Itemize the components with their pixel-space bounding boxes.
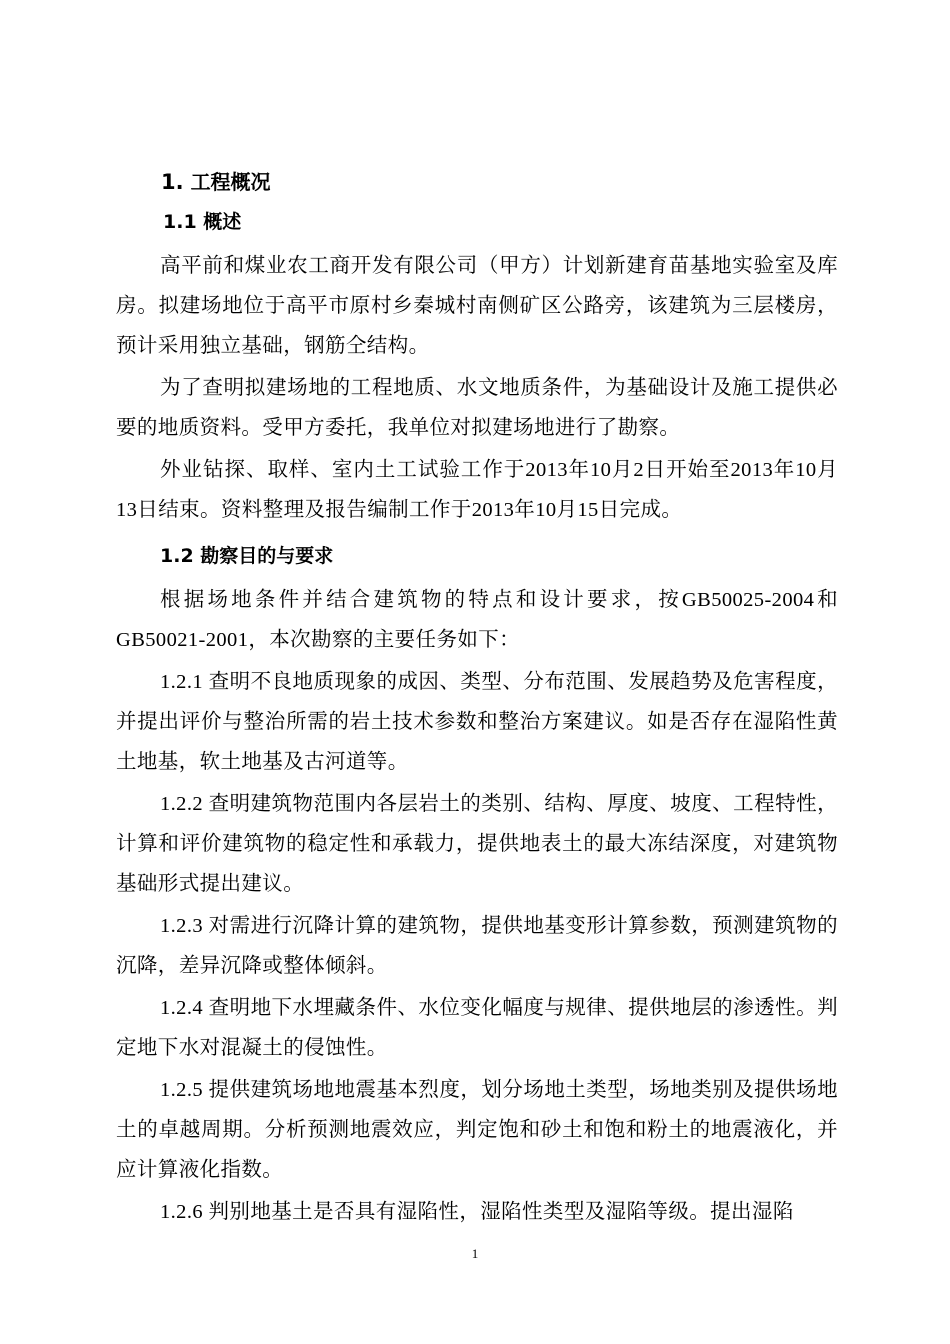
- paragraph-overview-3: 外业钻探、取样、室内土工试验工作于2013年10月2日开始至2013年10月13日结束。资料整理及报告编制工作于2013年10月15日完成。: [116, 459, 838, 521]
- section-number: 1.: [161, 170, 184, 194]
- paragraph-overview-1: 高平前和煤业农工商开发有限公司（甲方）计划新建育苗基地实验室及库房。拟建场地位于高平市原村乡秦城村南侧矿区公路旁，该建筑为三层楼房，预计采用独立基础，钢筋仝结构。: [116, 255, 838, 357]
- paragraph-item-1-2-6: 1.2.6 判别地基土是否具有湿陷性，湿陷性类型及湿陷等级。提出湿陷: [160, 1201, 794, 1223]
- paragraph-item-1-2-4: 1.2.4 查明地下水埋藏条件、水位变化幅度与规律、提供地层的渗透性。判定地下水对混凝土的侵蚀性。: [116, 997, 838, 1059]
- section-title: 工程概况: [190, 170, 271, 194]
- document-body: [116, 162, 838, 1232]
- subsection-heading-1-1: 1.1 概述: [163, 211, 242, 233]
- paragraph-item-1-2-3: 1.2.3 对需进行沉降计算的建筑物，提供地基变形计算参数，预测建筑物的沉降，差异沉降或整体倾斜。: [116, 915, 838, 977]
- paragraph-item-1-2-5: 1.2.5 提供建筑场地地震基本烈度，划分场地土类型，场地类别及提供场地土的卓越周期。分析预测地震效应，判定饱和砂土和饱和粉土的地震液化，并应计算液化指数。: [116, 1079, 838, 1181]
- subsection-heading-1-2: 1.2 勘察目的与要求: [160, 545, 334, 567]
- paragraph-overview-2: 为了查明拟建场地的工程地质、水文地质条件，为基础设计及施工提供必要的地质资料。受甲方委托，我单位对拟建场地进行了勘察。: [116, 377, 838, 439]
- section-heading-1: [116, 162, 838, 202]
- paragraph-item-1-2-1: 1.2.1 查明不良地质现象的成因、类型、分布范围、发展趋势及危害程度，并提出评价与整治所需的岩土技术参数和整治方案建议。如是否存在湿陷性黄土地基，软土地基及古河道等。: [116, 671, 838, 773]
- page-number: 1: [471, 1246, 479, 1261]
- paragraph-item-1-2-2: 1.2.2 查明建筑物范围内各层岩土的类别、结构、厚度、坡度、工程特性，计算和评价建筑物的稳定性和承载力，提供地表土的最大冻结深度，对建筑物基础形式提出建议。: [116, 793, 838, 895]
- paragraph-requirements-intro: 根据场地条件并结合建筑物的特点和设计要求，按GB50025-2004和GB50021-2001，本次勘察的主要任务如下：: [116, 589, 838, 651]
